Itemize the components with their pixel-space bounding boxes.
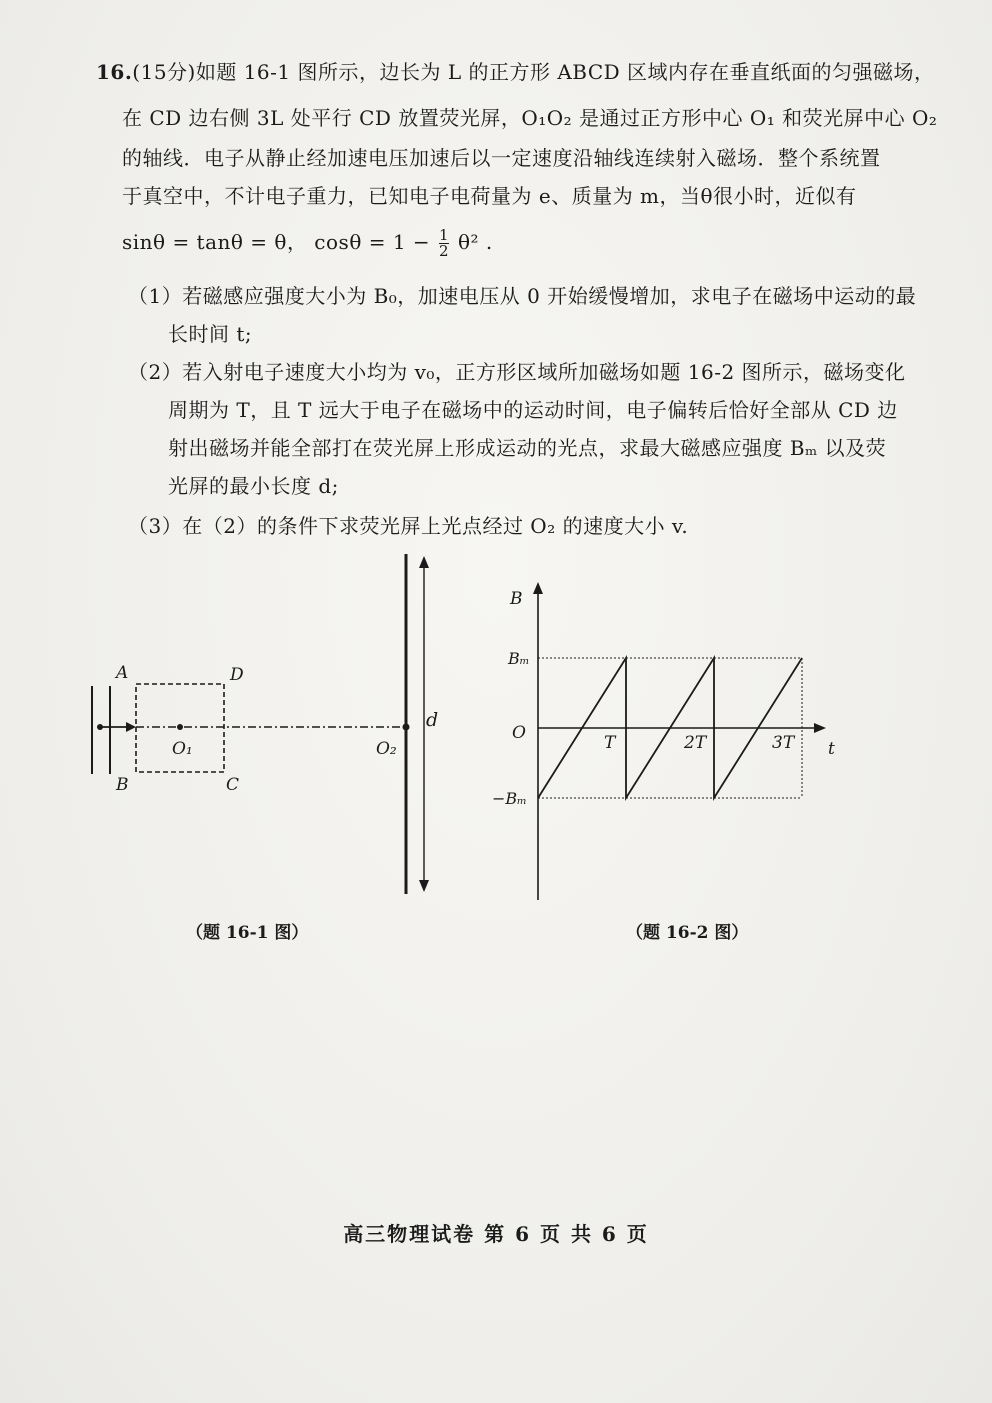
label-origin: O xyxy=(512,723,526,743)
label-neg-bm: −Bₘ xyxy=(492,789,527,808)
y-axis-arrowhead xyxy=(533,582,543,594)
label-2t: 2T xyxy=(684,733,707,753)
arrow-head xyxy=(126,722,136,732)
figure-16-2 xyxy=(490,580,850,910)
label-o1: O₁ xyxy=(172,739,193,759)
center-o2-dot xyxy=(403,724,410,731)
question-number: 16. xyxy=(96,60,133,84)
question-line-4: 于真空中，不计电子重力，已知电子电荷量为 e、质量为 m，当θ很小时，近似有 xyxy=(122,184,857,208)
question-header-text: (15分)如题 16-1 图所示，边长为 L 的正方形 ABCD 区域内存在垂直纸面的匀强磁场， xyxy=(132,60,935,84)
label-length-d: d xyxy=(426,709,439,731)
label-c: C xyxy=(226,775,240,795)
label-b: B xyxy=(116,775,129,795)
part2-line-2: 周期为 T，且 T 远大于电子在磁场中的运动时间，电子偏转后恰好全部从 CD 边 xyxy=(168,398,898,422)
question-line-2: 在 CD 边右侧 3L 处平行 CD 放置荧光屏，O₁O₂ 是通过正方形中心 O₁ 和荧光屏中心 O₂ xyxy=(122,106,938,130)
formula-fraction xyxy=(439,228,449,259)
length-d-arrowhead-top xyxy=(419,556,429,568)
formula-left: sinθ = tanθ = θ， cosθ = 1 − xyxy=(122,230,431,254)
page-footer: 高三物理试卷 第 6 页 共 6 页 xyxy=(343,1222,649,1246)
part1-line-1: （1）若磁感应强度大小为 B₀，加速电压从 0 开始缓慢增加，求电子在磁场中运动的最 xyxy=(128,284,917,308)
figure-16-1-caption: （题 16-1 图） xyxy=(186,923,309,943)
figure-16-2-caption: （题 16-2 图） xyxy=(626,923,749,943)
part2-line-3: 射出磁场并能全部打在荧光屏上形成运动的光点，求最大磁感应强度 Bₘ 以及荧 xyxy=(168,436,887,460)
label-o2: O₂ xyxy=(376,739,397,759)
label-bm: Bₘ xyxy=(508,649,530,668)
x-axis-arrowhead xyxy=(814,723,826,733)
figure-16-1 xyxy=(80,548,460,908)
question-header xyxy=(96,58,935,86)
formula-right: θ² . xyxy=(457,230,493,254)
label-3t: 3T xyxy=(772,733,795,753)
label-t: T xyxy=(604,733,616,753)
formula-denominator: 2 xyxy=(439,242,450,260)
formula-numerator: 1 xyxy=(439,226,450,244)
part1-line-2: 长时间 t; xyxy=(168,322,253,346)
label-a: A xyxy=(116,663,129,683)
label-d: D xyxy=(230,665,244,685)
length-d-arrowhead-bottom xyxy=(419,880,429,892)
part2-line-4: 光屏的最小长度 d; xyxy=(168,474,339,498)
question-line-3: 的轴线．电子从静止经加速电压加速后以一定速度沿轴线连续射入磁场．整个系统置 xyxy=(122,146,881,170)
part3-line-1: （3）在（2）的条件下求荧光屏上光点经过 O₂ 的速度大小 v. xyxy=(128,514,689,538)
label-b-axis: B xyxy=(510,589,523,609)
approximation-formula xyxy=(122,228,493,259)
label-t-axis: t xyxy=(828,739,835,759)
part2-line-1: （2）若入射电子速度大小均为 v₀，正方形区域所加磁场如题 16-2 图所示，磁场变化 xyxy=(128,360,906,384)
